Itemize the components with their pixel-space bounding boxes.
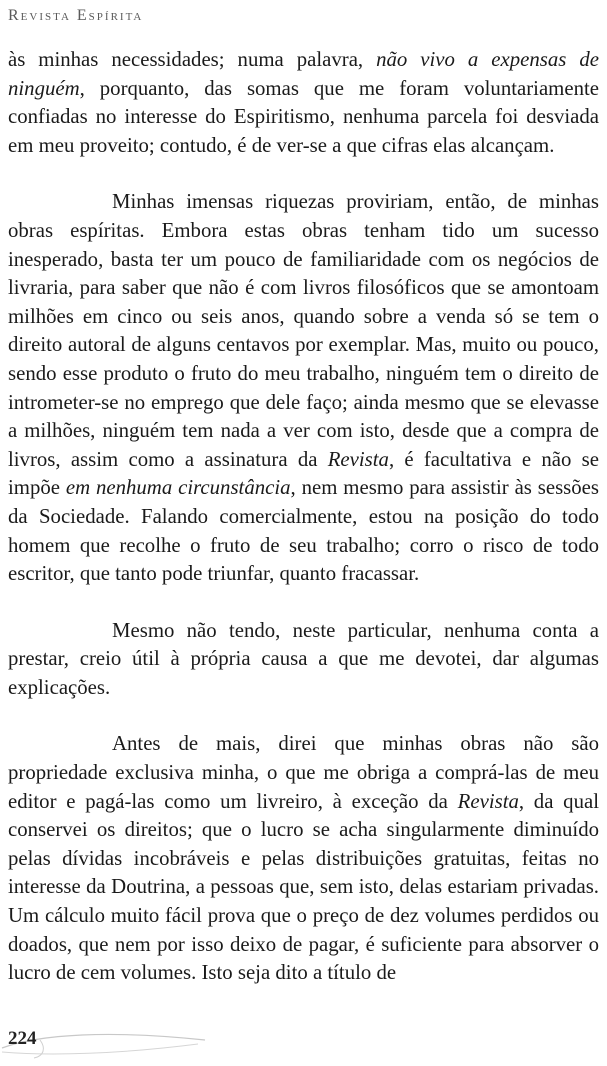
italic-run: Revista [327, 447, 389, 471]
text-run: às minhas necessidades; numa palavra, [8, 48, 377, 71]
text-run: Minhas imensas riquezas proviriam, então, de minhas obras espíritas. Embora estas obras tenham tido um sucesso inesperado, basta ter um pouco de familiaridade com os negócios de livraria, para saber que não é com livros filosóficos que se amontoam milhões em cinco ou seis anos, quando sobre a venda só se tem o direito autoral de alguns centavos por exemplar. Mas, muito ou pouco, sendo esse produto o fruto do meu trabalho, ninguém tem o direito de intrometer-se no emprego que dele faço; ainda mesmo que se elevasse a milhões, ninguém tem nada a ver com isto, desde que a compra de livros, assim como a assinatura da [8, 190, 599, 471]
text-run: , da qual conservei os direitos; que o lucro se acha singularmente diminuído pelas dívidas incobráveis e pelas distribuições gratuitas, feitas no interesse da Doutrina, a pessoas que, sem isto, delas estariam privadas. Um cálculo muito fácil prova que o preço de dez volumes perdidos ou doados, que nem por isso deixo de pagar, é suficiente para absorver o lucro de cem volumes. Isto seja dito a título de [8, 789, 599, 985]
running-header: Revista Espírita [8, 7, 144, 24]
text-run: Antes de mais, direi que minhas obras não são propriedade exclusiva minha, o que me obriga a comprá-las de meu editor e pagá-las como um livreiro, à exceção da [8, 732, 599, 813]
paragraph [8, 188, 599, 588]
page-number: 224 [8, 1028, 37, 1049]
italic-run: não vivo a expensas de ninguém [8, 48, 599, 100]
body-text [8, 46, 599, 1016]
paragraph [8, 617, 599, 703]
paragraph [8, 730, 599, 987]
text-run: , porquanto, das somas que me foram voluntariamente confiadas no interesse do Espiritismo, nenhuma parcela foi desviada em meu proveito; contudo, é de ver-se a que cifras elas alcançam. [8, 76, 599, 157]
paragraph [8, 46, 599, 160]
italic-run: Revista [457, 789, 519, 813]
text-run: Mesmo não tendo, neste particular, nenhuma conta a prestar, creio útil à própria causa a que me devotei, dar algumas explicações. [8, 618, 599, 699]
text-run: , nem mesmo para assistir às sessões da Sociedade. Falando comercialmente, estou na posição do todo homem que recolhe o fruto de seu trabalho; corro o risco de todo escritor, que tanto pode triunfar, quanto fracassar. [8, 476, 599, 586]
italic-run: em nenhuma circunstância [65, 476, 291, 500]
text-run: , é facultativa e não se impõe [8, 447, 600, 500]
